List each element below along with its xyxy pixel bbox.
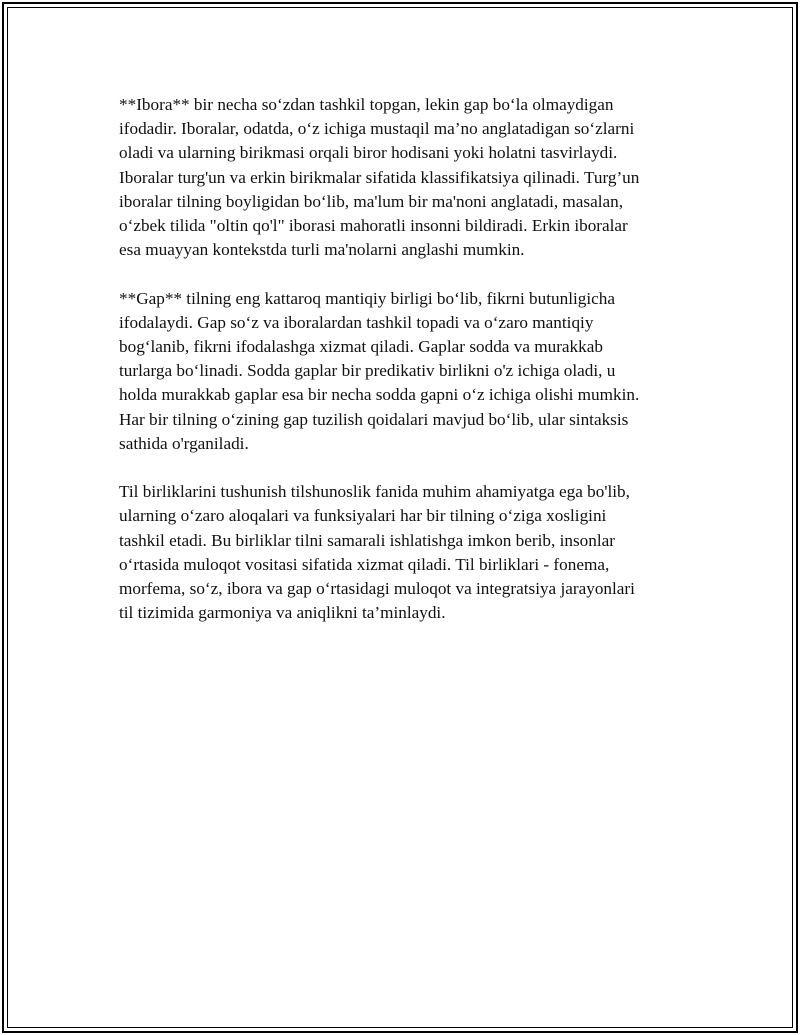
document-body	[119, 93, 679, 650]
text-line: o‘zbek tilida "oltin qo'l" iborasi mahoratli insonni bildiradi. Erkin iboralar	[119, 216, 628, 236]
text-line: **Gap** tilning eng kattaroq mantiqiy birligi bo‘lib, fikrni butunligicha	[119, 288, 615, 308]
text-line: bog‘lanib, fikrni ifodalashga xizmat qiladi. Gaplar sodda va murakkab	[119, 337, 603, 357]
text-line: holda murakkab gaplar esa bir necha sodda gapni o‘z ichiga olishi mumkin.	[119, 385, 640, 405]
paragraph-gap	[119, 287, 679, 456]
text-line: oladi va ularning birikmasi orqali biror hodisani yoki holatni tasvirlaydi.	[119, 143, 618, 163]
text-line: **Ibora** bir necha so‘zdan tashkil topgan, lekin gap bo‘la olmaydigan	[119, 95, 614, 114]
text-line: o‘rtasida muloqot vositasi sifatida xizmat qiladi. Til birliklari - fonema,	[119, 554, 610, 574]
text-line: ifodalaydi. Gap so‘z va iboralardan tashkil topadi va o‘zaro mantiqiy	[119, 312, 594, 332]
text-line: Iboralar turg'un va erkin birikmalar sifatida klassifikatsiya qilinadi. Turg’un	[119, 167, 640, 187]
text-line: ifodadir. Iboralar, odatda, o‘z ichiga mustaqil ma’no anglatadigan so‘zlarni	[119, 119, 635, 139]
text-line: ularning o‘zaro aloqalari va funksiyalari har bir tilning o‘ziga xosligini	[119, 506, 607, 526]
text-line: turlarga bo‘linadi. Sodda gaplar bir predikativ birlikni o'z ichiga oladi, u	[119, 361, 616, 381]
text-line: Til birliklarini tushunish tilshunoslik fanida muhim ahamiyatga ega bo'lib,	[119, 482, 630, 502]
text-line: tashkil etadi. Bu birliklar tilni samarali ishlatishga imkon berib, insonlar	[119, 530, 615, 550]
text-line: til tizimida garmoniya va aniqlikni ta’minlaydi.	[119, 603, 446, 623]
text-line: sathida o'rganiladi.	[119, 433, 249, 453]
paragraph-ibora	[119, 93, 679, 262]
paragraph-conclusion	[119, 480, 679, 625]
text-line: iboralar tilning boyligidan bo‘lib, ma'lum bir ma'noni anglatadi, masalan,	[119, 191, 624, 211]
text-line: morfema, so‘z, ibora va gap o‘rtasidagi muloqot va integratsiya jarayonlari	[119, 579, 635, 599]
text-line: Har bir tilning o‘zining gap tuzilish qoidalari mavjud bo‘lib, ular sintaksis	[119, 409, 629, 429]
text-line: esa muayyan kontekstda turli ma'nolarni anglashi mumkin.	[119, 240, 525, 260]
